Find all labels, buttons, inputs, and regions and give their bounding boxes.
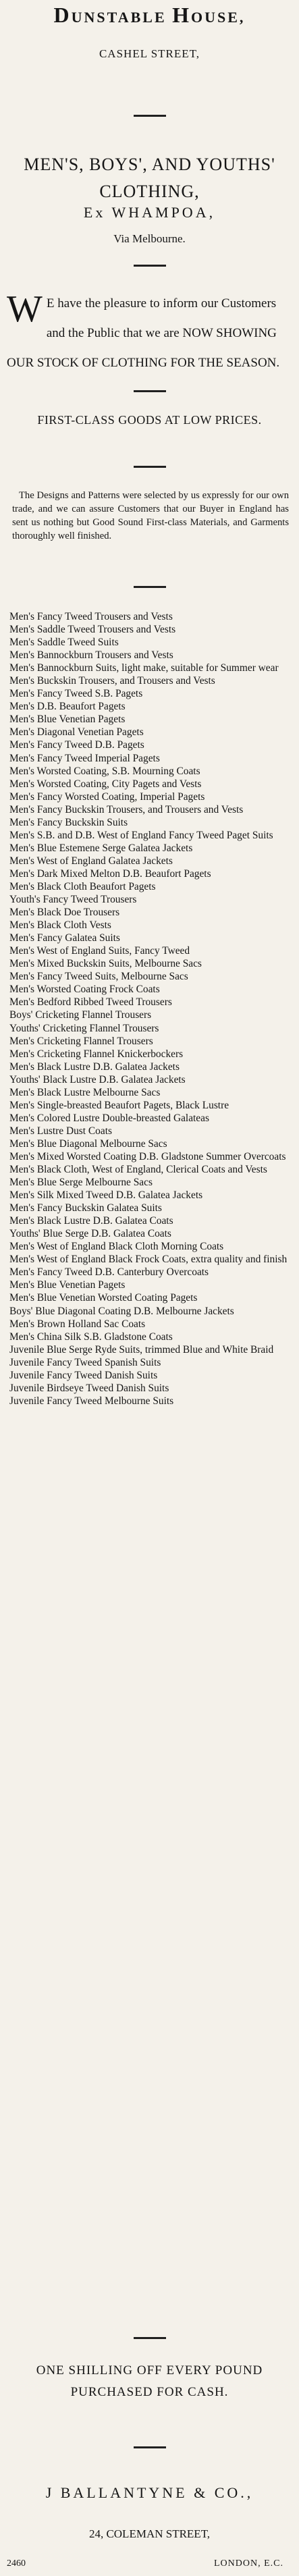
intro-text: E have the pleasure to inform our Customers and the Public that we are NOW SHOWING OUR STOCK OF CLOTHING FOR THE SEASON.	[7, 296, 280, 370]
clothing-heading	[0, 151, 299, 205]
via-line: Via Melbourne.	[113, 232, 186, 245]
designs-paragraph: The Designs and Patterns were selected by us expressly for our own trade, and we can assure Customers that our Buyer in England has sent us nothing but Good Sound First-class Materials, and Garments thoroughly well finished.	[12, 490, 289, 541]
list-item: Men's Fancy Buckskin Trousers, and Trousers and Vests	[9, 803, 244, 815]
list-item: Men's Cricketing Flannel Trousers	[9, 1035, 153, 1047]
title-word-house: OUSE,	[191, 9, 246, 26]
list-item: Boys' Blue Diagonal Coating D.B. Melbourne Jackets	[9, 1305, 234, 1317]
list-item: Men's Black Cloth, West of England, Clerical Coats and Vests	[9, 1164, 267, 1176]
list-item: Men's West of England Suits, Fancy Tweed	[9, 945, 190, 957]
company-name: J BALLANTYNE & CO.,	[45, 2484, 254, 2501]
list-item: Men's Black Cloth Beaufort Pagets	[9, 880, 156, 892]
divider-rule	[134, 265, 166, 267]
divider-rule	[134, 115, 166, 117]
intro-paragraph	[7, 289, 290, 378]
list-item: Youths' Cricketing Flannel Trousers	[9, 1022, 159, 1034]
list-item: Men's Mixed Worsted Coating D.B. Gladstone Summer Overcoats	[9, 1150, 286, 1162]
first-class-line: FIRST-CLASS GOODS AT LOW PRICES.	[37, 413, 262, 427]
list-item: Men's Dark Mixed Melton D.B. Beaufort Pagets	[9, 867, 211, 880]
list-item: Men's Fancy Tweed D.B. Canterbury Overcoats	[9, 1266, 209, 1279]
title-word-dunstable: UNSTABLE	[71, 9, 173, 26]
divider-rule	[134, 390, 166, 392]
clothing-list	[9, 610, 292, 1407]
list-item: Men's Fancy Tweed S.B. Pagets	[9, 688, 143, 700]
company-address: 24, COLEMAN STREET,	[88, 2527, 211, 2540]
list-item: Men's Mixed Buckskin Suits, Melbourne Sacs	[9, 958, 202, 970]
list-item: Men's Worsted Coating, S.B. Mourning Coats	[9, 765, 200, 777]
list-item: Men's Saddle Tweed Trousers and Vests	[9, 624, 176, 636]
clothing-heading-line2: CLOTHING,	[99, 182, 200, 201]
list-item: Men's Blue Diagonal Melbourne Sacs	[9, 1137, 167, 1150]
ship-line: Ex WHAMPOA,	[83, 204, 216, 221]
list-item: Men's Blue Venetian Worsted Coating Pagets	[9, 1292, 198, 1304]
list-item: Men's Fancy Tweed Trousers and Vests	[9, 611, 173, 622]
list-item: Men's Fancy Buckskin Galatea Suits	[9, 1202, 162, 1214]
list-item: Men's Blue Serge Melbourne Sacs	[9, 1177, 153, 1189]
drop-cap: W	[7, 288, 43, 330]
list-item: Men's Bedford Ribbed Tweed Trousers	[9, 996, 172, 1009]
list-item: Men's Black Cloth Vests	[9, 919, 111, 932]
title-initial-d: D	[53, 3, 72, 27]
masthead	[0, 0, 299, 32]
list-item: Men's Black Lustre Melbourne Sacs	[9, 1086, 161, 1098]
divider-rule	[134, 586, 166, 588]
list-item: Men's Diagonal Venetian Pagets	[9, 726, 144, 739]
street-line: CASHEL STREET,	[99, 47, 200, 60]
list-item: Boys' Cricketing Flannel Trousers	[9, 1009, 152, 1021]
list-item: Men's Fancy Tweed Imperial Pagets	[9, 752, 160, 764]
list-item: Youth's Fancy Tweed Trousers	[9, 894, 137, 906]
city-line: LONDON, E.C.	[214, 2558, 283, 2569]
list-item: Men's Blue Venetian Pagets	[9, 714, 126, 726]
list-item: Men's China Silk S.B. Gladstone Coats	[9, 1331, 173, 1343]
list-item: Men's Fancy Buckskin Suits	[9, 816, 128, 828]
title-initial-h: H	[172, 3, 192, 27]
cash-discount-notice	[0, 2360, 299, 2403]
list-item: Men's Fancy Galatea Suits	[9, 932, 120, 944]
list-item: Juvenile Fancy Tweed Melbourne Suits	[9, 1395, 174, 1407]
cash-discount-line2: PURCHASED FOR CASH.	[70, 2385, 229, 2399]
list-item: Men's Colored Lustre Double-breasted Galateas	[9, 1112, 209, 1124]
divider-rule	[134, 2337, 166, 2339]
list-item: Men's Bannockburn Trousers and Vests	[9, 649, 173, 662]
divider-rule	[134, 466, 166, 468]
list-item: Men's Worsted Coating, City Pagets and Vests	[9, 778, 202, 790]
list-item: Men's West of England Black Cloth Morning Coats	[9, 1241, 224, 1253]
list-item: Men's Buckskin Trousers, and Trousers and Vests	[9, 675, 215, 687]
cash-discount-line1: ONE SHILLING OFF EVERY POUND	[36, 2363, 263, 2378]
clothing-heading-line1: MEN'S, BOYS', AND YOUTHS'	[24, 155, 275, 174]
list-item: Juvenile Blue Serge Ryde Suits, trimmed Blue and White Braid	[9, 1343, 274, 1356]
list-item: Men's West of England Galatea Jackets	[9, 855, 173, 867]
list-item: Men's Worsted Coating Frock Coats	[9, 984, 160, 996]
list-item: Men's Saddle Tweed Suits	[9, 637, 119, 649]
list-item: Men's Bannockburn Suits, light make, suitable for Summer wear	[9, 662, 279, 674]
list-item: Men's Black Lustre D.B. Galatea Jackets	[9, 1061, 180, 1073]
list-item: Men's West of England Black Frock Coats, extra quality and finish	[9, 1254, 288, 1266]
list-item: Men's Single-breasted Beaufort Pagets, Black Lustre	[9, 1099, 229, 1111]
list-item: Men's D.B. Beaufort Pagets	[9, 701, 126, 713]
list-item: Youths' Blue Serge D.B. Galatea Coats	[9, 1228, 171, 1240]
list-item: Juvenile Fancy Tweed Danish Suits	[9, 1369, 158, 1381]
list-item: Men's Fancy Tweed Suits, Melbourne Sacs	[9, 971, 188, 983]
list-item: Men's Black Doe Trousers	[9, 907, 120, 919]
list-item: Men's Brown Holland Sac Coats	[9, 1318, 146, 1330]
divider-rule	[134, 2446, 166, 2448]
list-item: Men's Fancy Worsted Coating, Imperial Pagets	[9, 790, 205, 803]
list-item: Men's Blue Venetian Pagets	[9, 1279, 126, 1291]
list-item: Men's Black Lustre D.B. Galatea Coats	[9, 1215, 173, 1227]
list-item: Men's Cricketing Flannel Knickerbockers	[9, 1048, 184, 1060]
list-item: Juvenile Birdseye Tweed Danish Suits	[9, 1382, 169, 1394]
list-item: Men's Blue Estemene Serge Galatea Jackets	[9, 842, 193, 854]
reference-number: 2460	[7, 2558, 26, 2569]
list-item: Men's Fancy Tweed D.B. Pagets	[9, 739, 144, 751]
list-item: Juvenile Fancy Tweed Spanish Suits	[9, 1356, 161, 1368]
list-item: Men's Silk Mixed Tweed D.B. Galatea Jackets	[9, 1189, 203, 1202]
list-item: Men's S.B. and D.B. West of England Fancy Tweed Paget Suits	[9, 829, 273, 841]
list-item: Men's Lustre Dust Coats	[9, 1125, 112, 1137]
list-item: Youths' Black Lustre D.B. Galatea Jackets	[9, 1073, 186, 1085]
